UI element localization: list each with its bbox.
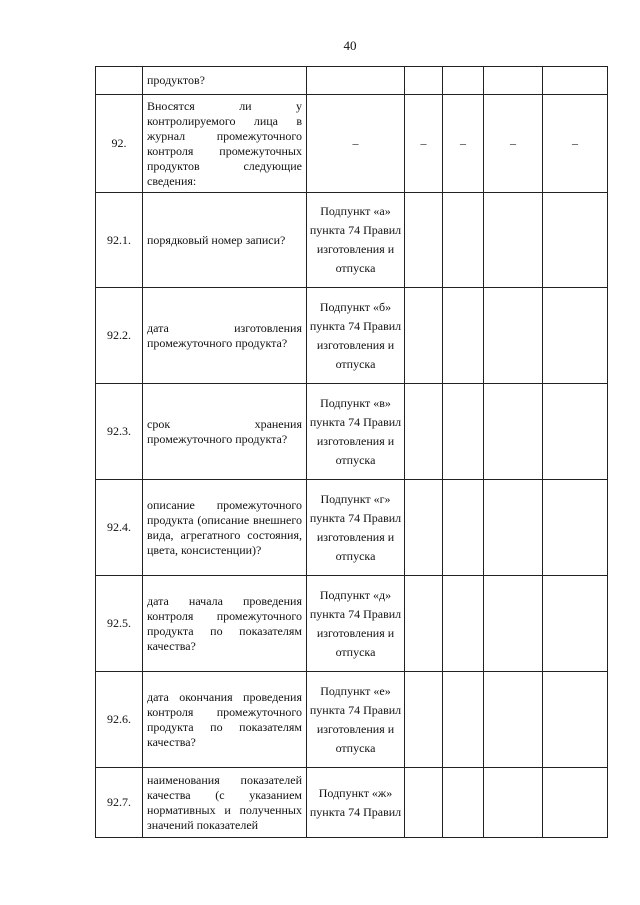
item-number: 92. [96, 95, 143, 193]
answer-cell-comment [543, 672, 608, 768]
answer-cell-no: – [443, 95, 484, 193]
checklist-table [95, 66, 608, 838]
item-number: 92.3. [96, 384, 143, 480]
table-row [96, 480, 608, 576]
reference-label: Подпункт «ж» пункта 74 Правил [309, 785, 402, 819]
question-text: дата начала проведения контроля промежуточного продукта по показателям качества? [143, 576, 307, 672]
answer-cell-not-applicable [484, 193, 543, 288]
item-number: 92.1. [96, 193, 143, 288]
answer-cell-not-applicable [484, 768, 543, 838]
table-row [96, 288, 608, 384]
answer-cell-not-applicable [484, 288, 543, 384]
reference-label: Подпункт «г» пункта 74 Правил изготовления и отпуска [309, 491, 402, 563]
answer-cell-no [443, 768, 484, 838]
answer-cell-comment [543, 193, 608, 288]
answer-cell-comment: – [543, 95, 608, 193]
answer-cell-not-applicable [484, 672, 543, 768]
answer-cell-not-applicable: – [484, 95, 543, 193]
table-row [96, 576, 608, 672]
reference-text [307, 672, 405, 768]
reference-label: – [352, 136, 359, 150]
answer-cell-comment [543, 768, 608, 838]
answer-cell-no [443, 576, 484, 672]
question-text: продуктов? [143, 67, 307, 95]
answer-cell-comment [543, 480, 608, 576]
answer-cell-yes [405, 67, 443, 95]
answer-cell-yes [405, 288, 443, 384]
answer-cell-yes [405, 672, 443, 768]
answer-cell-comment [543, 67, 608, 95]
table-row [96, 67, 608, 95]
question-text: срок хранения промежуточного продукта? [143, 384, 307, 480]
reference-label: Подпункт «е» пункта 74 Правил изготовления и отпуска [309, 683, 402, 755]
question-text: порядковый номер записи? [143, 193, 307, 288]
table-row [96, 672, 608, 768]
reference-label: Подпункт «в» пункта 74 Правил изготовления и отпуска [309, 395, 402, 467]
question-text: наименования показателей качества (с указанием нормативных и полученных значений показателей [143, 768, 307, 838]
reference-text [307, 67, 405, 95]
answer-cell-no [443, 480, 484, 576]
item-number: 92.7. [96, 768, 143, 838]
reference-label: Подпункт «а» пункта 74 Правил изготовления и отпуска [309, 204, 402, 275]
answer-cell-not-applicable [484, 576, 543, 672]
table-row [96, 384, 608, 480]
answer-cell-no [443, 384, 484, 480]
table-row [96, 768, 608, 838]
reference-label: Подпункт «д» пункта 74 Правил изготовления и отпуска [309, 587, 402, 659]
table-row [96, 95, 608, 193]
page-number: 40 [343, 38, 357, 53]
answer-cell-comment [543, 576, 608, 672]
item-number: 92.2. [96, 288, 143, 384]
answer-cell-yes [405, 193, 443, 288]
reference-text [307, 288, 405, 384]
reference-text [307, 480, 405, 576]
answer-cell-not-applicable [484, 67, 543, 95]
answer-cell-no [443, 288, 484, 384]
reference-text [307, 193, 405, 288]
answer-cell-yes: – [405, 95, 443, 193]
answer-cell-no [443, 67, 484, 95]
reference-text [307, 95, 405, 193]
answer-cell-no [443, 193, 484, 288]
answer-cell-yes [405, 480, 443, 576]
item-number: 92.6. [96, 672, 143, 768]
reference-label: Подпункт «б» пункта 74 Правил изготовления и отпуска [309, 299, 402, 371]
item-number [96, 67, 143, 95]
answer-cell-yes [405, 768, 443, 838]
answer-cell-not-applicable [484, 384, 543, 480]
answer-cell-not-applicable [484, 480, 543, 576]
reference-text [307, 768, 405, 838]
answer-cell-comment [543, 384, 608, 480]
reference-text [307, 576, 405, 672]
question-text: Вносятся ли у контролируемого лица в журнал промежуточного контроля промежуточных продуктов следующие сведения: [143, 95, 307, 193]
question-text: описание промежуточного продукта (описание внешнего вида, агрегатного состояния, цвета, консистенции)? [143, 480, 307, 576]
reference-text [307, 384, 405, 480]
question-text: дата окончания проведения контроля промежуточного продукта по показателям качества? [143, 672, 307, 768]
answer-cell-no [443, 672, 484, 768]
answer-cell-yes [405, 576, 443, 672]
item-number: 92.4. [96, 480, 143, 576]
question-text: дата изготовления промежуточного продукта? [143, 288, 307, 384]
answer-cell-yes [405, 384, 443, 480]
item-number: 92.5. [96, 576, 143, 672]
answer-cell-comment [543, 288, 608, 384]
table-row [96, 193, 608, 288]
